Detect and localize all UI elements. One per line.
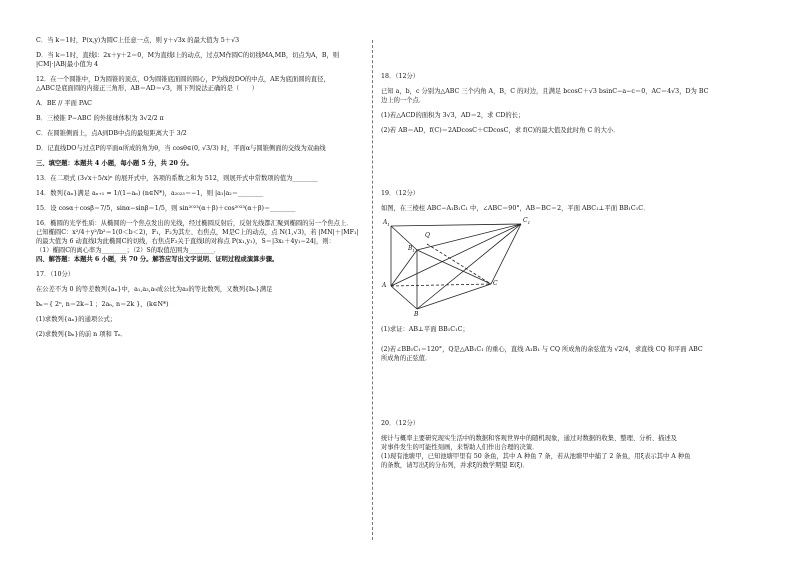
- question-19-title: 19．（12分）: [381, 190, 420, 197]
- question-16-line-4: （1）椭圆C的离心率为________；（2）S的取值范围为________．: [36, 247, 221, 254]
- question-15: 15．设 cosα＋cosβ＝7/5，sinα−sinβ＝1/5，则 sin²⁰²³(α＋β)＋cos²⁰²³(α＋β)＝________: [36, 205, 296, 212]
- left-column: [36, 36, 366, 339]
- label-c: C: [493, 280, 498, 287]
- edge-ab1: [391, 250, 417, 286]
- label-q: Q: [425, 232, 430, 239]
- right-column: [381, 72, 757, 470]
- edge-ab: [391, 286, 417, 309]
- question-16-line-1: 16．椭圆的光学性质：从椭圆的一个焦点发出的光线，经过椭圆反射后，反射光线都汇聚到椭圆的另一个焦点上．: [36, 220, 353, 227]
- section-3-heading: 三、填空题：本题共 4 小题，每小题 5 分，共 20 分。: [36, 160, 193, 167]
- question-12-option-b: B．三棱锥 P−ABC 的外接球体积为 3√2/2 π: [36, 115, 164, 122]
- question-19-part-2-cont: 所成角的正弦值．: [381, 355, 432, 362]
- question-12-stem: 12．在一个圆锥中，D为圆锥的顶点，O为圆锥底面圆的圆心，P为线段DO的中点，AE为底面圆的直径，: [36, 76, 330, 83]
- label-b: B: [414, 311, 419, 318]
- question-12-stem-cont: △ABC是底面圆的内接正三角形，AB＝AD＝√3，则下列说法正确的是（ ）: [36, 85, 259, 92]
- question-20-part-1-cont: 的条数，请写出ξ的分布列，并求ξ的数学期望 E(ξ)．: [381, 462, 529, 469]
- label-a: A: [382, 282, 387, 289]
- label-b1: $B_1$: [408, 245, 415, 254]
- option-c-line: C．当 k＝1时，P(x,y)为圆C上任意一点，则 y＋√3x 的最大值为 5＋√3: [36, 37, 240, 44]
- question-12-option-d: D．记直线DO与过点P的平面α所成的角为θ，当 cosθ∈(0, √3/3) 时，平面α与圆锥侧面的交线为双曲线: [36, 145, 326, 152]
- edge-a1c1: [391, 224, 521, 226]
- option-d-line: D．当 k＝1时，直线l：2x＋y＋2＝0，M为直线l上的动点，过点M作圆C的切线MA,MB，切点为A，B，则: [36, 52, 340, 59]
- question-18-stem: 已知 a，b，c 分别为△ABC 三个内角 A，B，C 的对边，且满足 bcosC＋√3 bsinC−a−c＝0，AC＝4√3，D为 BC: [381, 88, 709, 95]
- prism-diagram: [381, 217, 531, 321]
- prism-figure: [381, 217, 531, 321]
- column-divider: [372, 40, 373, 540]
- question-18-title: 18．（12分）: [381, 73, 420, 80]
- question-17-part-2: (2)求数列{bₙ}的前 n 项和 Tₙ．: [36, 331, 128, 338]
- question-16-line-3: 的最大值为 6 动直线l为此椭圆C的切线，右焦点F₂关于直线l的对称点 P(x₁,y₁)，S＝|3x₁＋4y₁−24|，则：: [36, 238, 335, 245]
- question-12-option-a: A．BE // 平面 PAC: [36, 100, 92, 107]
- question-16-line-2: 已知椭圆C：x²/4＋y²/b²＝1(0＜b＜2)，F₁，F₂为其左、右焦点，M是C上的动点，点 N(1,√3)，若 |MN|＋|MF₁|: [36, 229, 359, 236]
- question-14: 14．数列{aₙ}满足 aₙ₊₁ = 1/(1−aₙ) (n∈N*)，a₂₀₂₃＝−1，则 |a₁|a₂＝________: [36, 190, 264, 197]
- option-d-line-cont: |CM|·|AB|最小值为 4: [36, 61, 99, 68]
- question-17-stem: 在公差不为 0 的等差数列{aₙ}中，a₁,a₃,a₉成公比为a₃的等比数列，又数列{bₙ}满足: [36, 286, 273, 293]
- label-a1: $A_1$: [383, 219, 390, 228]
- question-17-piecewise: bₙ＝{ 2ⁿ, n＝2k−1 ；2aₙ, n＝2k }，(k∈N*): [36, 301, 169, 308]
- question-19-part-2: (2)若∠BB₁C₁＝120°，Q是△AB₁C₁ 的重心，直线 A₁B₁ 与 CQ 所成角的余弦值为 √2/4，求直线 CQ 和平面 ABC: [381, 346, 703, 353]
- question-20-stem: 统计与概率主要研究现实生活中的数据和客观世界中的随机现象，通过对数据的收集、整理、分析、描述及: [381, 435, 677, 442]
- question-17-part-1: (1)求数列{aₙ}的通项公式；: [36, 316, 117, 323]
- question-20-stem-cont: 对事件发生的可能性刻画，来帮助人们作出合理的决策．: [381, 444, 539, 451]
- question-17-title: 17．（10分）: [36, 271, 75, 278]
- section-4-heading: 四、解答题：本题共 6 小题，共 70 分。解答应写出文字说明、证明过程或演算步骤。: [36, 256, 279, 263]
- question-19-part-1: (1)求证：AB⊥平面 BB₁C₁C；: [381, 326, 469, 333]
- question-13: 13．在二项式 (3√x＋5/x)ⁿ 的展开式中，各项的系数之和为 512，则展开式中常数项的值为________: [36, 175, 318, 182]
- edge-bc: [417, 284, 491, 309]
- question-19-stem: 如图，在三棱柱 ABC−A₁B₁C₁ 中，∠ABC＝90°，AB＝BC＝2，平面 ABC₁⊥平面 BB₁C₁C．: [381, 205, 650, 212]
- question-18-stem-cont: 边上的一个点．: [381, 97, 426, 104]
- label-c1: $C_1$: [523, 217, 531, 226]
- question-20-part-1: (1)现有池塘甲，已知池塘甲里有 50 条鱼，其中 A 种鱼 7 条，若从池塘甲中捕了 2 条鱼，用ξ表示其中 A 种鱼: [381, 453, 691, 460]
- edge-ac: [391, 284, 491, 286]
- edge-cc1: [491, 224, 521, 284]
- question-12-option-c: C．在圆锥侧面上，点A到DB中点的最短距离大于 3/2: [36, 130, 187, 137]
- question-18-part-2: (2)若 AB＝AD，f(C)＝2ADcosC＋CDcosC，求 f(C)的最大值及此时角 C 的大小．: [381, 127, 620, 134]
- question-18-part-1: (1)若△ACD的面积为 3√3，AD＝2，求 CD的长；: [381, 112, 525, 119]
- question-20-title: 20．（12分）: [381, 420, 420, 427]
